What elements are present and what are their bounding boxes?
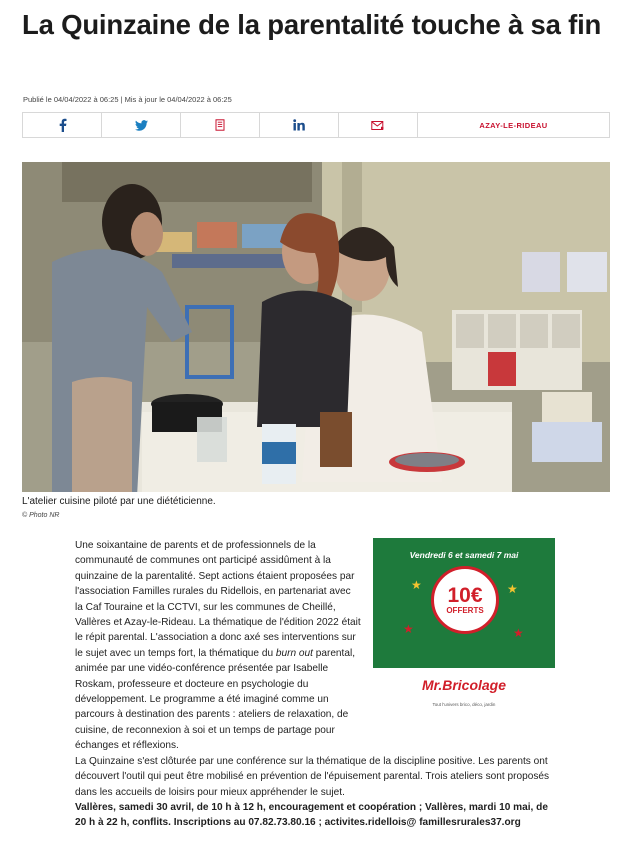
share-twitter-button[interactable] (102, 113, 181, 137)
share-facebook-button[interactable] (23, 113, 102, 137)
linkedin-icon (293, 119, 305, 131)
star-icon: ★ (507, 582, 518, 596)
share-print-button[interactable] (181, 113, 260, 137)
paragraph-text: parental, animée par une vidéo-conférence présentée par Isabelle Roskam, professeure et docteure en psychologie du développement. Le programme a été imaginé comme un parcours à destination des parents : ateliers de relaxation, de cuisine, de reconnexion à soi et un temps de partage pour échanges et réflexions. (75, 647, 356, 752)
ad-small-print: Tout l'univers brico, déco, jardin (432, 702, 496, 708)
paragraph: La Quinzaine s'est clôturée par une conférence sur la thématique de la discipline positive. Les parents ont découvert l'outil qui peut être mobilisé en prévention de l'épuisement parental. Trois ateliers sont proposés dans les accueils de loisirs pour mieux appréhender le sujet. (75, 755, 550, 798)
emphasis-text: burn out (275, 647, 313, 659)
facebook-icon (58, 118, 67, 132)
twitter-icon (135, 120, 148, 131)
ad-value: 10€ (447, 583, 483, 607)
star-icon: ★ (513, 626, 524, 640)
event-details: Vallères, samedi 30 avril, de 10 h à 12 h, encouragement et coopération ; Vallères, mardi 10 mai, de 20 h à 22 h, conflits. Inscriptions au 07.82.73.80.16 ; activites.ridellois@ famillesrurales37.org (75, 801, 548, 829)
ad-offer: OFFERTS (446, 605, 484, 615)
star-icon: ★ (403, 622, 414, 636)
photo-caption: L'atelier cuisine piloté par une diététicienne. (22, 496, 216, 507)
share-email-button[interactable] (339, 113, 418, 137)
ad-brand-logo: Mr.Bricolage (421, 677, 507, 693)
print-icon (215, 119, 225, 131)
ad-offer-disc (431, 566, 499, 634)
location-link[interactable]: AZAY-LE-RIDEAU (479, 120, 548, 130)
share-bar (22, 112, 610, 138)
article-title: La Quinzaine de la parentalité touche à sa fin (22, 9, 602, 40)
photo-credit: © Photo NR (22, 512, 60, 519)
email-icon (371, 120, 385, 131)
advertisement[interactable] (373, 538, 555, 718)
ad-brand-panel (373, 668, 555, 718)
article-body (75, 538, 555, 831)
share-linkedin-button[interactable] (260, 113, 339, 137)
ad-headline: Vendredi 6 et samedi 7 mai (409, 550, 519, 560)
cooking-workshop-photo (22, 162, 610, 492)
article-photo (22, 162, 610, 492)
star-icon: ★ (411, 578, 422, 592)
publication-meta: Publié le 04/04/2022 à 06:25 | Mis à jour le 04/04/2022 à 06:25 (23, 95, 232, 104)
paragraph-text: Une soixantaine de parents et de professionnels de la communauté de communes ont participé assidûment à la quinzaine de la parentalité. Sept actions étaient proposées par l'association Familles rurales du Ridellois, en partenariat avec la Caf Touraine et la CCTVI, sur les communes de Cheillé, Vallères et Azay-le-Rideau. La thématique de l'édition 2022 était le répit parental. L'association a donc axé ses interventions sur le sujet avec un temps fort, la thématique du (75, 540, 361, 659)
